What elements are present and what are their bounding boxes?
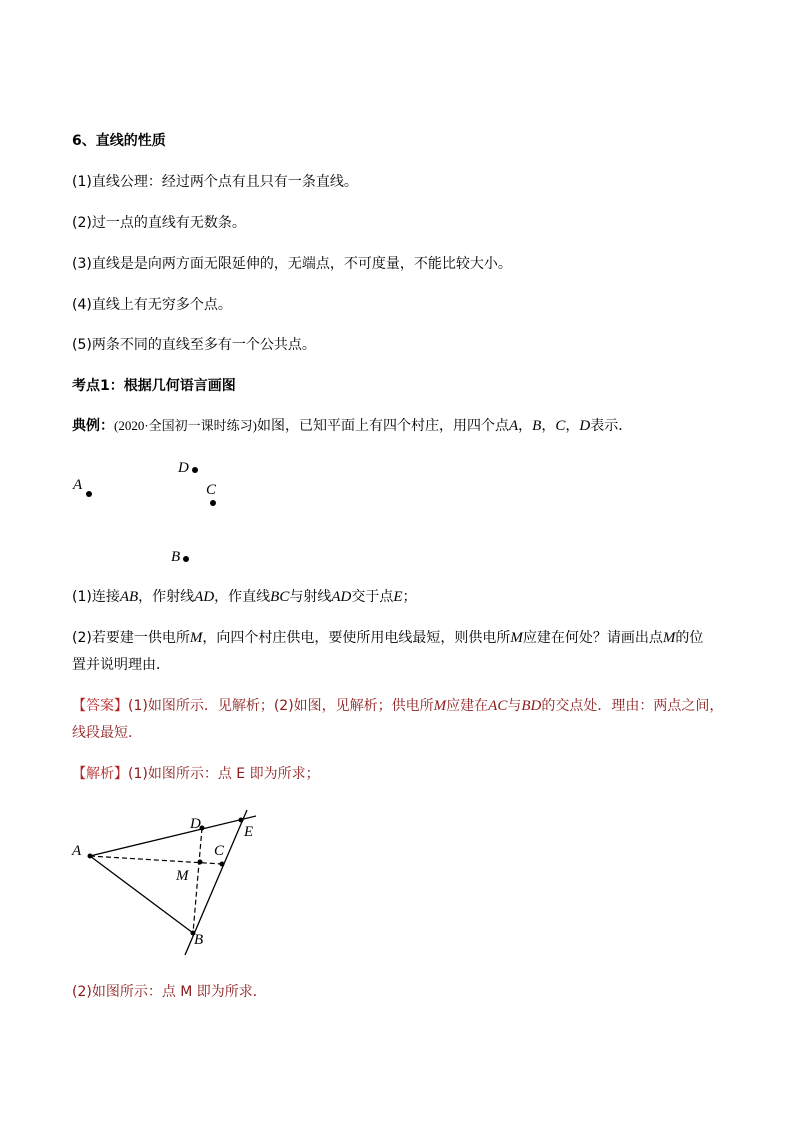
label-d: D [190, 816, 201, 832]
q1-text: ； [402, 589, 417, 605]
q2-text: 应建在何处？请画出点 [522, 630, 663, 646]
segment-ac: AC [488, 698, 508, 714]
point-m: M [662, 630, 676, 646]
answer-line-2: 线段最短． [72, 725, 142, 741]
example-text-end: 表示． [590, 418, 633, 434]
q1-text: ，作射线 [138, 589, 195, 605]
answer-tag: 【答案】 [72, 698, 128, 714]
q2-text: ，向四个村庄供电，要使所用电线最短，则供电所 [202, 630, 511, 646]
dot-m [198, 860, 203, 865]
property-item-1: (1)直线公理：经过两个点有且只有一条直线。 [72, 174, 358, 190]
point-e: E [393, 589, 403, 605]
label-b: B [194, 932, 204, 948]
segment-bd: BD [521, 698, 542, 714]
example-text: 如图，已知平面上有四个村庄，用四个点 [257, 418, 509, 434]
section-title: 6、直线的性质 [72, 133, 166, 149]
property-item-4: (4)直线上有无穷多个点。 [72, 297, 232, 313]
point-m: M [433, 698, 447, 714]
answer-text: (1)如图所示．见解析；(2)如图，见解析；供电所 [128, 698, 434, 714]
example-label: 典例： [72, 418, 114, 434]
q1-text: 交于点 [351, 589, 394, 605]
kaodian-title: 考点1：根据几何语言画图 [72, 378, 236, 394]
label-m: M [176, 868, 189, 884]
separator: ， [518, 418, 533, 434]
label-e: E [244, 824, 254, 840]
property-item-5: (5)两条不同的直线至多有一个公共点。 [72, 337, 316, 353]
label-c: C [214, 843, 225, 859]
analysis-tag: 【解析】 [72, 766, 128, 782]
q1-text: 与射线 [289, 589, 332, 605]
dot-c [220, 862, 225, 867]
ray-ad-line [90, 816, 256, 856]
q2-text: (2)若要建一供电所 [72, 630, 190, 646]
point-m: M [189, 630, 203, 646]
point-d: D [579, 418, 591, 434]
point-m: M [510, 630, 523, 646]
answer-text: 的交点处．理由：两点之间， [541, 698, 724, 714]
dot-e [239, 818, 244, 823]
property-item-2: (2)过一点的直线有无数条。 [72, 215, 246, 231]
line-bc: BC [270, 589, 290, 605]
separator: ， [565, 418, 580, 434]
q1-text: (1)连接 [72, 589, 120, 605]
label-a: A [72, 843, 82, 859]
answer-text: 与 [507, 698, 522, 714]
question-2-line-2: 置并说明理由． [72, 657, 170, 673]
separator: ， [541, 418, 556, 434]
dot-a [88, 854, 93, 859]
property-item-3: (3)直线是是向两方面无限延伸的，无端点，不可度量，不能比较大小。 [72, 256, 512, 272]
label-a: A [73, 477, 83, 493]
segment-ab: AB [119, 589, 139, 605]
analysis-line-2: (2)如图所示：点 M 即为所求． [72, 984, 267, 1000]
point-c: C [555, 418, 566, 434]
analysis-text: (1)如图所示：点 E 即为所求； [128, 766, 320, 782]
label-b: B [171, 549, 181, 565]
q2-text: 的位 [675, 630, 704, 646]
ray-ad: AD [194, 589, 215, 605]
label-d: D [178, 460, 189, 476]
answer-text: 应建在 [446, 698, 489, 714]
ray-ad: AD [331, 589, 352, 605]
example-source: (2020·全国初一课时练习) [114, 418, 257, 433]
point-a: A [509, 418, 519, 434]
label-c: C [206, 482, 217, 498]
point-b: B [532, 418, 542, 434]
q1-text: ，作直线 [214, 589, 271, 605]
